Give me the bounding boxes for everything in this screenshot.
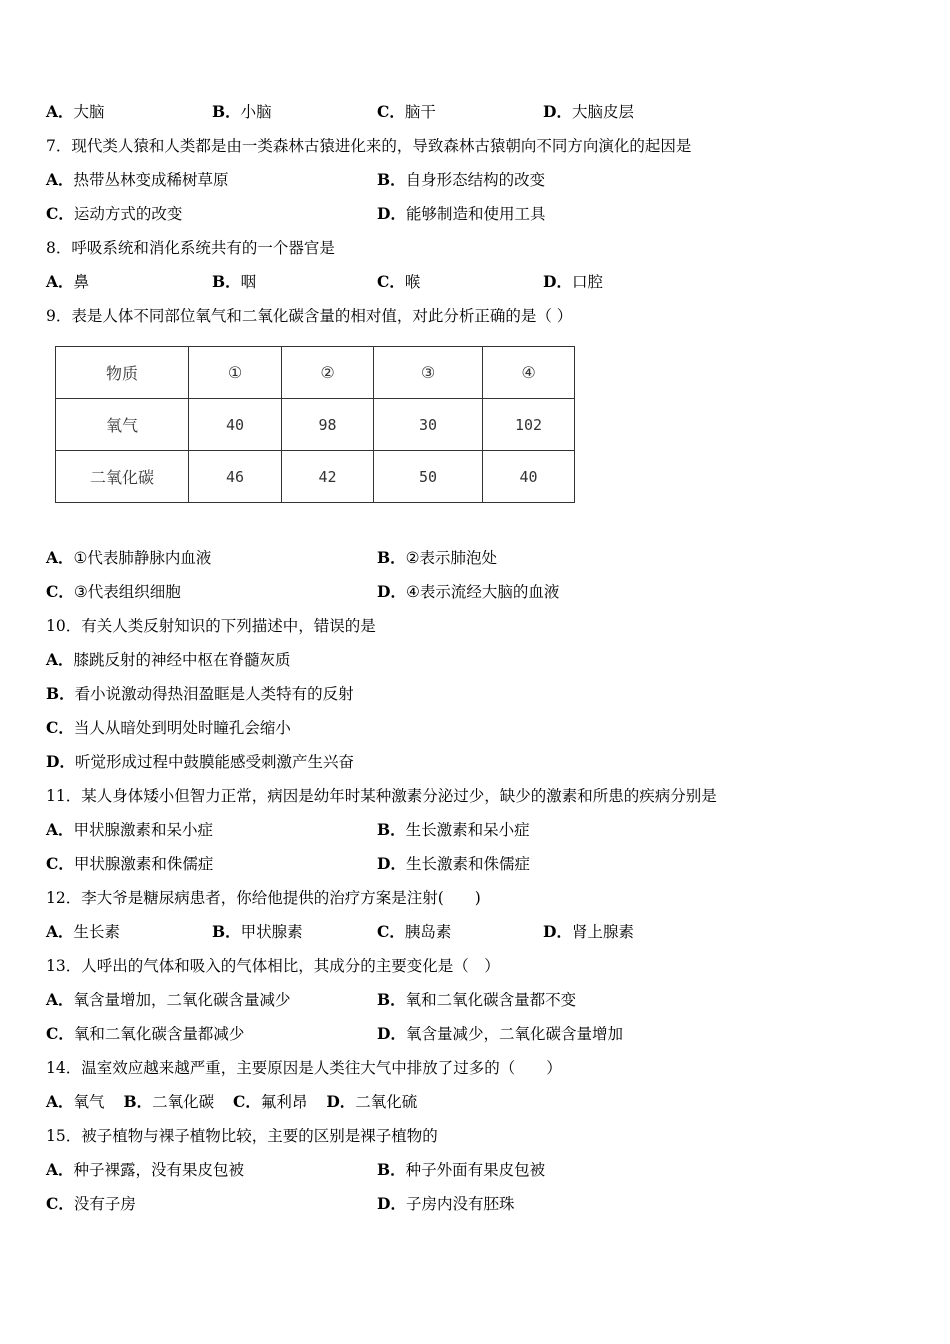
question-14-stem: 14．温室效应越来越严重，主要原因是人类往大气中排放了过多的（ ） bbox=[46, 1059, 562, 1077]
option-label: C． bbox=[46, 1194, 74, 1213]
option-label: B． bbox=[377, 820, 406, 839]
table-cell: 二氧化碳 bbox=[56, 451, 189, 503]
option-d bbox=[377, 204, 545, 224]
option-label: A． bbox=[46, 922, 74, 941]
option-text: 种子外面有果皮包被 bbox=[405, 1161, 546, 1179]
option-text: 生长激素和呆小症 bbox=[405, 821, 530, 839]
option-label: D． bbox=[377, 1024, 406, 1043]
option-d bbox=[46, 752, 354, 772]
option-label: B． bbox=[212, 272, 241, 291]
option-d bbox=[377, 1194, 514, 1214]
table-header-cell: 物质 bbox=[56, 347, 189, 399]
question-14-options bbox=[46, 1092, 431, 1112]
option-b bbox=[377, 1160, 545, 1180]
table-cell: 氧气 bbox=[56, 399, 189, 451]
question-15-stem: 15．被子植物与裸子植物比较，主要的区别是裸子植物的 bbox=[46, 1127, 438, 1145]
option-a bbox=[46, 272, 89, 292]
option-c bbox=[46, 582, 181, 602]
option-label: D． bbox=[543, 102, 572, 121]
option-a bbox=[46, 820, 213, 840]
option-text: 热带丛林变成稀树草原 bbox=[73, 171, 229, 189]
option-label: D． bbox=[543, 272, 572, 291]
option-text: 氧含量增加，二氧化碳含量减少 bbox=[73, 991, 291, 1009]
question-7-stem: 7．现代类人猿和人类都是由一类森林古猿进化来的，导致森林古猿朝向不同方向演化的起因是 bbox=[46, 137, 692, 155]
option-text: 看小说激动得热泪盈眶是人类特有的反射 bbox=[74, 685, 354, 703]
option-d bbox=[377, 1024, 623, 1044]
option-label: B． bbox=[212, 102, 241, 121]
option-label: B． bbox=[377, 1160, 406, 1179]
option-label: C． bbox=[377, 102, 405, 121]
question-9-stem: 9．表是人体不同部位氧气和二氧化碳含量的相对值，对此分析正确的是（ ） bbox=[46, 307, 573, 325]
option-c bbox=[46, 718, 291, 738]
option-label: C． bbox=[377, 272, 405, 291]
option-label: D． bbox=[46, 752, 75, 771]
option-text: 当人从暗处到明处时瞳孔会缩小 bbox=[73, 719, 291, 737]
option-text: ②表示肺泡处 bbox=[405, 549, 498, 567]
table-cell: 40 bbox=[483, 451, 575, 503]
option-label: D． bbox=[377, 204, 406, 223]
option-b bbox=[123, 1093, 214, 1111]
option-d bbox=[543, 272, 603, 292]
option-label: A． bbox=[46, 1160, 74, 1179]
option-text: 脑干 bbox=[404, 103, 436, 121]
option-label: C． bbox=[377, 922, 405, 941]
option-label: A． bbox=[46, 548, 74, 567]
option-a bbox=[46, 548, 211, 568]
option-b bbox=[377, 170, 545, 190]
table-row bbox=[56, 451, 575, 503]
option-d bbox=[543, 922, 634, 942]
option-b bbox=[212, 922, 303, 942]
option-text: 甲状腺素 bbox=[240, 923, 303, 941]
option-label: A． bbox=[46, 990, 74, 1009]
option-d bbox=[543, 102, 634, 122]
option-text: ④表示流经大脑的血液 bbox=[405, 583, 560, 601]
option-text: 运动方式的改变 bbox=[73, 205, 183, 223]
option-text: 生长激素和侏儒症 bbox=[405, 855, 530, 873]
option-label: A． bbox=[46, 820, 74, 839]
option-b bbox=[377, 548, 497, 568]
option-label: C． bbox=[46, 854, 74, 873]
option-label: A． bbox=[46, 272, 74, 291]
option-text: 口腔 bbox=[571, 273, 603, 291]
option-label: C． bbox=[46, 1024, 74, 1043]
table-header-cell: ③ bbox=[374, 347, 483, 399]
question-12-stem: 12．李大爷是糖尿病患者，你给他提供的治疗方案是注射( ) bbox=[46, 889, 481, 907]
option-text: 子房内没有胚珠 bbox=[405, 1195, 515, 1213]
option-d bbox=[326, 1093, 417, 1111]
option-label: D． bbox=[377, 582, 406, 601]
option-text: 生长素 bbox=[73, 923, 121, 941]
option-d bbox=[377, 582, 559, 602]
option-label: C． bbox=[233, 1092, 261, 1111]
option-b bbox=[377, 990, 576, 1010]
table-cell: 102 bbox=[483, 399, 575, 451]
option-b bbox=[377, 820, 530, 840]
option-text: 鼻 bbox=[73, 273, 90, 291]
option-label: A． bbox=[46, 170, 74, 189]
table-cell: 30 bbox=[374, 399, 483, 451]
option-text: 自身形态结构的改变 bbox=[405, 171, 546, 189]
option-text: 甲状腺激素和呆小症 bbox=[73, 821, 214, 839]
option-c bbox=[46, 1024, 244, 1044]
table-header-cell: ① bbox=[189, 347, 282, 399]
option-c bbox=[46, 1194, 136, 1214]
option-label: D． bbox=[326, 1092, 356, 1111]
option-c bbox=[377, 102, 436, 122]
option-label: A． bbox=[46, 1092, 74, 1111]
table-header-cell: ② bbox=[282, 347, 374, 399]
option-text: 小脑 bbox=[240, 103, 272, 121]
option-a bbox=[46, 170, 229, 190]
gas-content-table bbox=[55, 346, 575, 503]
option-text: 氧和二氧化碳含量都减少 bbox=[73, 1025, 245, 1043]
question-13-stem: 13．人呼出的气体和吸入的气体相比，其成分的主要变化是（ ） bbox=[46, 957, 500, 975]
option-label: A． bbox=[46, 650, 74, 669]
table-header-row bbox=[56, 347, 575, 399]
option-text: 喉 bbox=[404, 273, 421, 291]
option-text: 二氧化碳 bbox=[152, 1093, 215, 1111]
option-label: D． bbox=[543, 922, 572, 941]
option-label: B． bbox=[377, 170, 406, 189]
option-a bbox=[46, 102, 105, 122]
option-text: 氟利昂 bbox=[260, 1093, 308, 1111]
option-a bbox=[46, 1093, 105, 1111]
option-label: A． bbox=[46, 102, 74, 121]
option-text: 胰岛素 bbox=[404, 923, 452, 941]
option-c bbox=[233, 1093, 307, 1111]
option-label: C． bbox=[46, 204, 74, 223]
option-text: 种子裸露，没有果皮包被 bbox=[73, 1161, 245, 1179]
option-label: B． bbox=[212, 922, 241, 941]
option-text: 大脑皮层 bbox=[571, 103, 634, 121]
option-a bbox=[46, 922, 120, 942]
table-row bbox=[56, 399, 575, 451]
option-text: 膝跳反射的神经中枢在脊髓灰质 bbox=[73, 651, 291, 669]
question-10-stem: 10．有关人类反射知识的下列描述中，错误的是 bbox=[46, 617, 376, 635]
option-label: D． bbox=[377, 854, 406, 873]
option-text: ③代表组织细胞 bbox=[73, 583, 181, 601]
option-c bbox=[377, 922, 451, 942]
option-label: B． bbox=[377, 548, 406, 567]
option-text: 肾上腺素 bbox=[571, 923, 634, 941]
option-c bbox=[377, 272, 420, 292]
option-b bbox=[212, 102, 272, 122]
table-cell: 42 bbox=[282, 451, 374, 503]
option-text: 氧含量减少，二氧化碳含量增加 bbox=[405, 1025, 623, 1043]
table-cell: 50 bbox=[374, 451, 483, 503]
option-label: B． bbox=[46, 684, 75, 703]
option-text: 听觉形成过程中鼓膜能感受刺激产生兴奋 bbox=[74, 753, 354, 771]
option-d bbox=[377, 854, 530, 874]
option-label: C． bbox=[46, 582, 74, 601]
option-text: ①代表肺静脉内血液 bbox=[73, 549, 212, 567]
table-cell: 98 bbox=[282, 399, 374, 451]
option-text: 氧气 bbox=[73, 1093, 105, 1111]
option-text: 咽 bbox=[240, 273, 257, 291]
option-text: 大脑 bbox=[73, 103, 105, 121]
option-label: D． bbox=[377, 1194, 406, 1213]
option-label: C． bbox=[46, 718, 74, 737]
question-11-stem: 11．某人身体矮小但智力正常，病因是幼年时某种激素分泌过少，缺少的激素和所患的疾病分别是 bbox=[46, 787, 717, 805]
table-cell: 40 bbox=[189, 399, 282, 451]
question-8-stem: 8．呼吸系统和消化系统共有的一个器官是 bbox=[46, 239, 335, 257]
option-a bbox=[46, 990, 291, 1010]
option-text: 能够制造和使用工具 bbox=[405, 205, 546, 223]
option-c bbox=[46, 854, 213, 874]
option-b bbox=[46, 684, 354, 704]
option-text: 没有子房 bbox=[73, 1195, 136, 1213]
option-a bbox=[46, 1160, 244, 1180]
table-cell: 46 bbox=[189, 451, 282, 503]
option-text: 氧和二氧化碳含量都不变 bbox=[405, 991, 577, 1009]
option-a bbox=[46, 650, 291, 670]
option-label: B． bbox=[377, 990, 406, 1009]
option-c bbox=[46, 204, 182, 224]
option-text: 二氧化硫 bbox=[355, 1093, 418, 1111]
table-header-cell: ④ bbox=[483, 347, 575, 399]
option-text: 甲状腺激素和侏儒症 bbox=[73, 855, 214, 873]
option-label: B． bbox=[123, 1092, 153, 1111]
option-b bbox=[212, 272, 256, 292]
